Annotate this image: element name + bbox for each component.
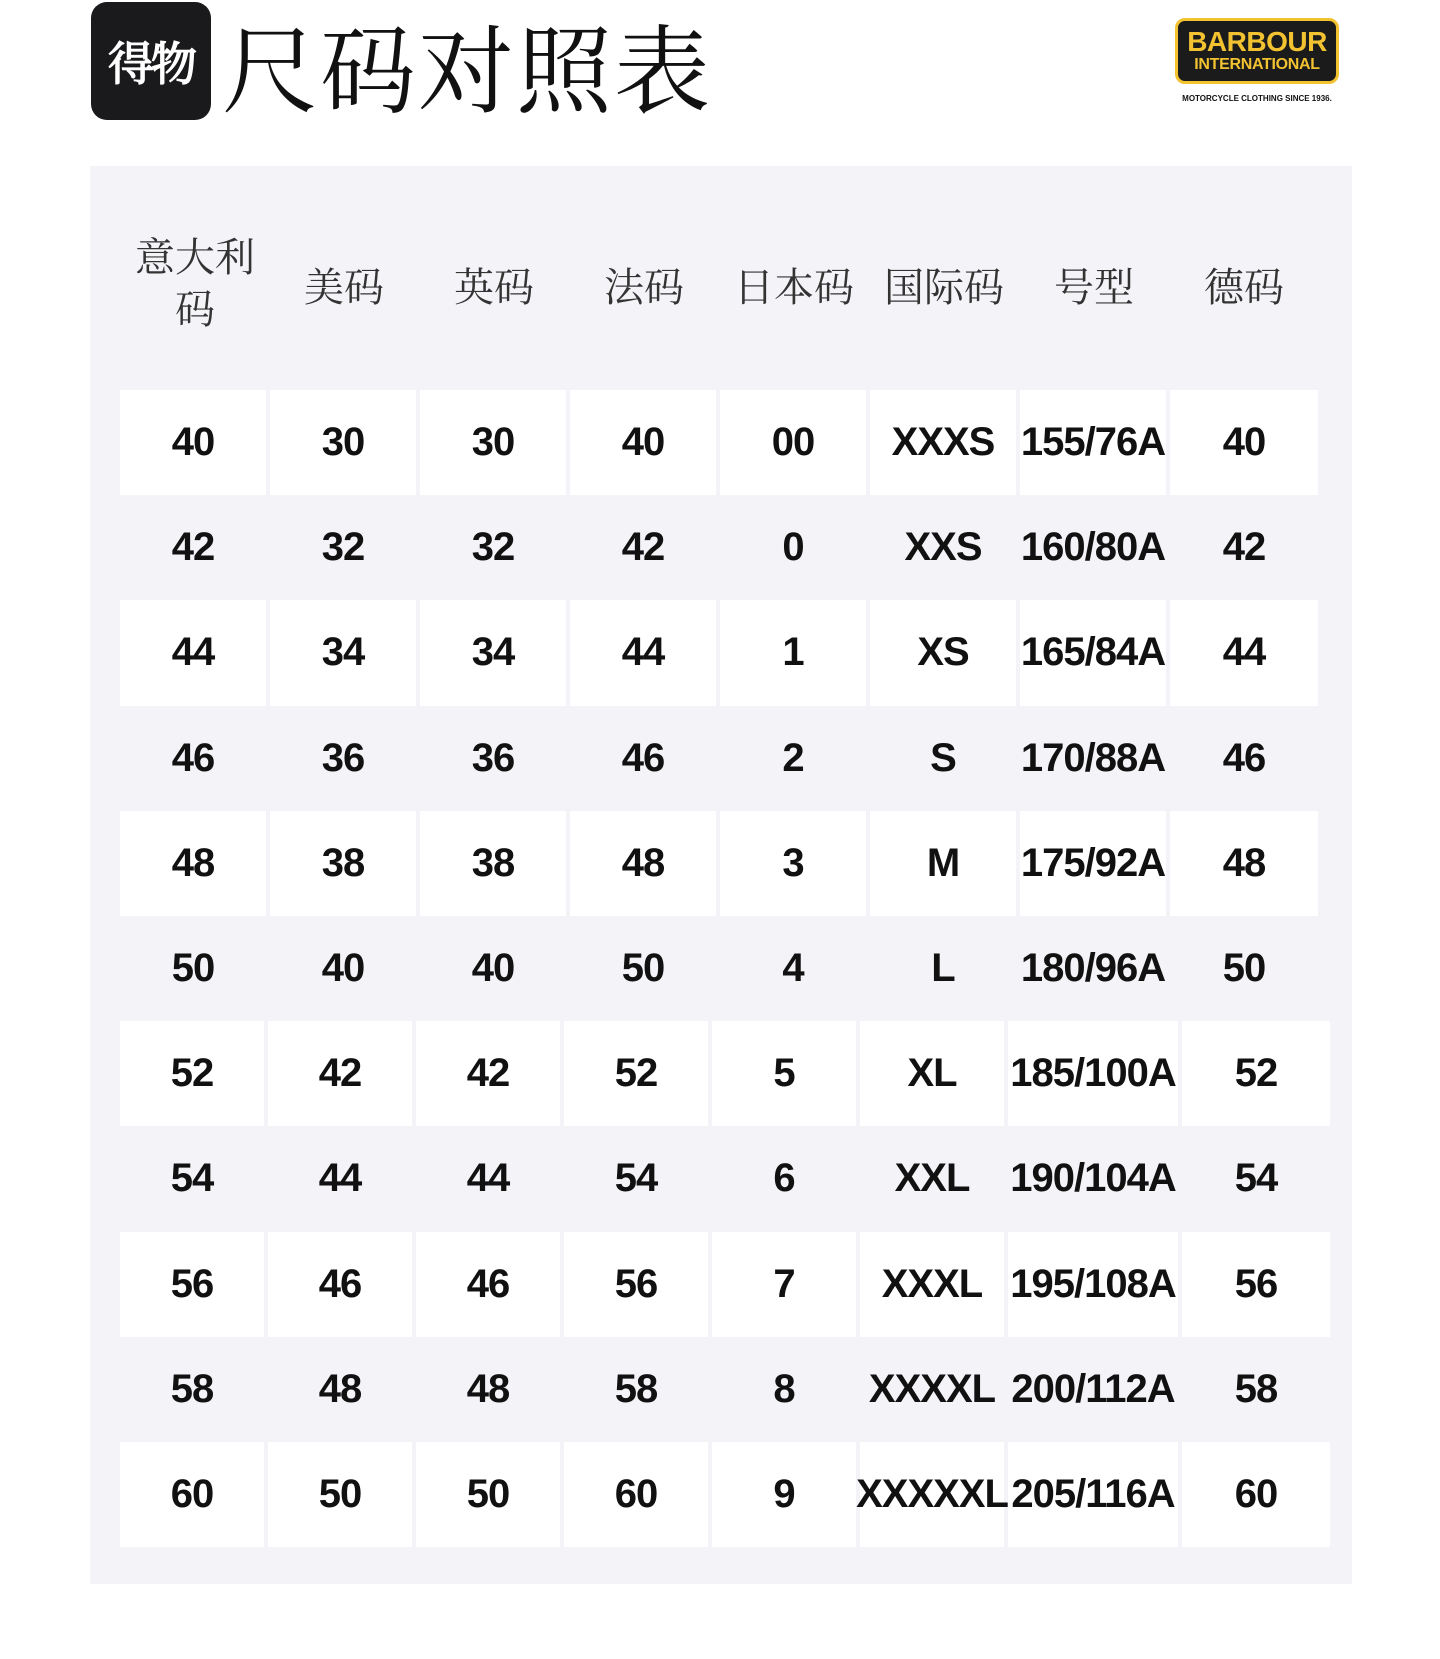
cell-japan: 2	[782, 735, 804, 780]
cell-france: 60	[564, 1442, 708, 1547]
cell-italy: 60	[120, 1442, 264, 1547]
cell-germany: 44	[1170, 600, 1318, 705]
cell-germany: 54	[1234, 1156, 1278, 1201]
cell-germany: 56	[1182, 1232, 1330, 1337]
table-row	[120, 706, 1322, 811]
cell-germany: 42	[1222, 525, 1266, 570]
cell-germany: 50	[1222, 946, 1266, 991]
cell-germany: 58	[1234, 1366, 1278, 1411]
table-row	[120, 811, 1322, 916]
cell-size-type: 180/96A	[1020, 946, 1166, 991]
cell-france: 46	[621, 735, 665, 780]
cell-us: 42	[268, 1021, 412, 1126]
cell-germany: 48	[1170, 811, 1318, 916]
app-logo-text: 得物	[108, 37, 194, 91]
cell-uk: 38	[420, 811, 566, 916]
cell-japan: 0	[782, 525, 804, 570]
cell-uk: 44	[466, 1156, 510, 1201]
cell-france: 56	[564, 1232, 708, 1337]
cell-size-type: 170/88A	[1020, 735, 1166, 780]
cell-us: 50	[268, 1442, 412, 1547]
cell-france: 50	[621, 946, 665, 991]
cell-international: XXXXL	[868, 1366, 996, 1411]
column-header-us: 美码	[304, 264, 384, 311]
cell-us: 30	[270, 390, 416, 495]
cell-uk: 32	[471, 525, 515, 570]
cell-uk: 34	[420, 600, 566, 705]
cell-size-type: 195/108A	[1008, 1232, 1178, 1337]
cell-italy: 52	[120, 1021, 264, 1126]
cell-international: XXS	[904, 525, 982, 570]
cell-france: 52	[564, 1021, 708, 1126]
table-header-row	[120, 194, 1322, 374]
cell-germany: 40	[1170, 390, 1318, 495]
table-row	[120, 1337, 1322, 1442]
cell-us: 32	[321, 525, 365, 570]
cell-france: 48	[570, 811, 716, 916]
cell-uk: 50	[416, 1442, 560, 1547]
cell-uk: 36	[471, 735, 515, 780]
cell-us: 40	[321, 946, 365, 991]
cell-uk: 46	[416, 1232, 560, 1337]
cell-france: 44	[570, 600, 716, 705]
cell-germany: 60	[1182, 1442, 1330, 1547]
cell-us: 46	[268, 1232, 412, 1337]
cell-germany: 52	[1182, 1021, 1330, 1126]
cell-japan: 5	[712, 1021, 856, 1126]
cell-italy: 56	[120, 1232, 264, 1337]
column-header-france: 法码	[604, 264, 684, 311]
cell-france: 58	[614, 1366, 658, 1411]
cell-italy: 50	[171, 946, 215, 991]
column-header-uk: 英码	[454, 264, 534, 311]
cell-uk: 40	[471, 946, 515, 991]
cell-size-type: 165/84A	[1020, 600, 1166, 705]
cell-uk: 30	[420, 390, 566, 495]
cell-germany: 46	[1222, 735, 1266, 780]
cell-international: M	[870, 811, 1016, 916]
cell-japan: 9	[712, 1442, 856, 1547]
cell-international: XS	[870, 600, 1016, 705]
column-header-germany: 德码	[1204, 264, 1284, 311]
cell-france: 54	[614, 1156, 658, 1201]
brand-subname: INTERNATIONAL	[1194, 56, 1320, 73]
cell-japan: 8	[773, 1366, 795, 1411]
cell-italy: 48	[120, 811, 266, 916]
brand-logo-box	[1175, 18, 1339, 84]
cell-international: XXXXXL	[860, 1442, 1004, 1547]
cell-italy: 46	[171, 735, 215, 780]
cell-japan: 00	[720, 390, 866, 495]
table-row	[120, 1232, 1322, 1337]
cell-international: XXL	[894, 1156, 970, 1201]
column-header-italy: 意大利码	[135, 235, 255, 333]
cell-italy: 58	[170, 1366, 214, 1411]
cell-size-type: 200/112A	[1011, 1366, 1175, 1411]
cell-italy: 54	[170, 1156, 214, 1201]
page-title: 尺码对照表	[222, 16, 712, 128]
table-row	[120, 916, 1322, 1021]
brand-logo	[1172, 18, 1342, 103]
cell-size-type: 160/80A	[1020, 525, 1166, 570]
table-row	[120, 1021, 1322, 1126]
cell-size-type: 155/76A	[1020, 390, 1166, 495]
cell-size-type: 185/100A	[1008, 1021, 1178, 1126]
brand-tagline: MOTORCYCLE CLOTHING SINCE 1936.	[1182, 94, 1332, 103]
cell-italy: 42	[171, 525, 215, 570]
table-row	[120, 495, 1322, 600]
cell-japan: 6	[773, 1156, 795, 1201]
cell-uk: 42	[416, 1021, 560, 1126]
brand-name: BARBOUR	[1187, 26, 1327, 57]
cell-japan: 1	[720, 600, 866, 705]
cell-size-type: 205/116A	[1008, 1442, 1178, 1547]
column-header-size-type: 号型	[1054, 264, 1134, 311]
cell-us: 34	[270, 600, 416, 705]
cell-france: 42	[621, 525, 665, 570]
cell-italy: 44	[120, 600, 266, 705]
cell-international: XXXL	[860, 1232, 1004, 1337]
table-row	[120, 600, 1322, 705]
cell-us: 36	[321, 735, 365, 780]
cell-us: 48	[318, 1366, 362, 1411]
app-logo	[91, 2, 211, 120]
cell-japan: 7	[712, 1232, 856, 1337]
column-header-japan: 日本码	[734, 264, 854, 311]
cell-italy: 40	[120, 390, 266, 495]
cell-france: 40	[570, 390, 716, 495]
cell-japan: 3	[720, 811, 866, 916]
cell-international: L	[931, 946, 955, 991]
table-row	[120, 1126, 1322, 1231]
cell-us: 38	[270, 811, 416, 916]
cell-japan: 4	[782, 946, 804, 991]
column-header-international: 国际码	[884, 264, 1004, 311]
cell-international: XXXS	[870, 390, 1016, 495]
cell-size-type: 175/92A	[1020, 811, 1166, 916]
table-row	[120, 390, 1322, 495]
cell-uk: 48	[466, 1366, 510, 1411]
size-chart-panel	[90, 166, 1352, 1584]
cell-size-type: 190/104A	[1010, 1156, 1176, 1201]
cell-us: 44	[318, 1156, 362, 1201]
size-table-body	[120, 390, 1322, 1547]
cell-international: XL	[860, 1021, 1004, 1126]
cell-international: S	[930, 735, 956, 780]
table-row	[120, 1442, 1322, 1547]
